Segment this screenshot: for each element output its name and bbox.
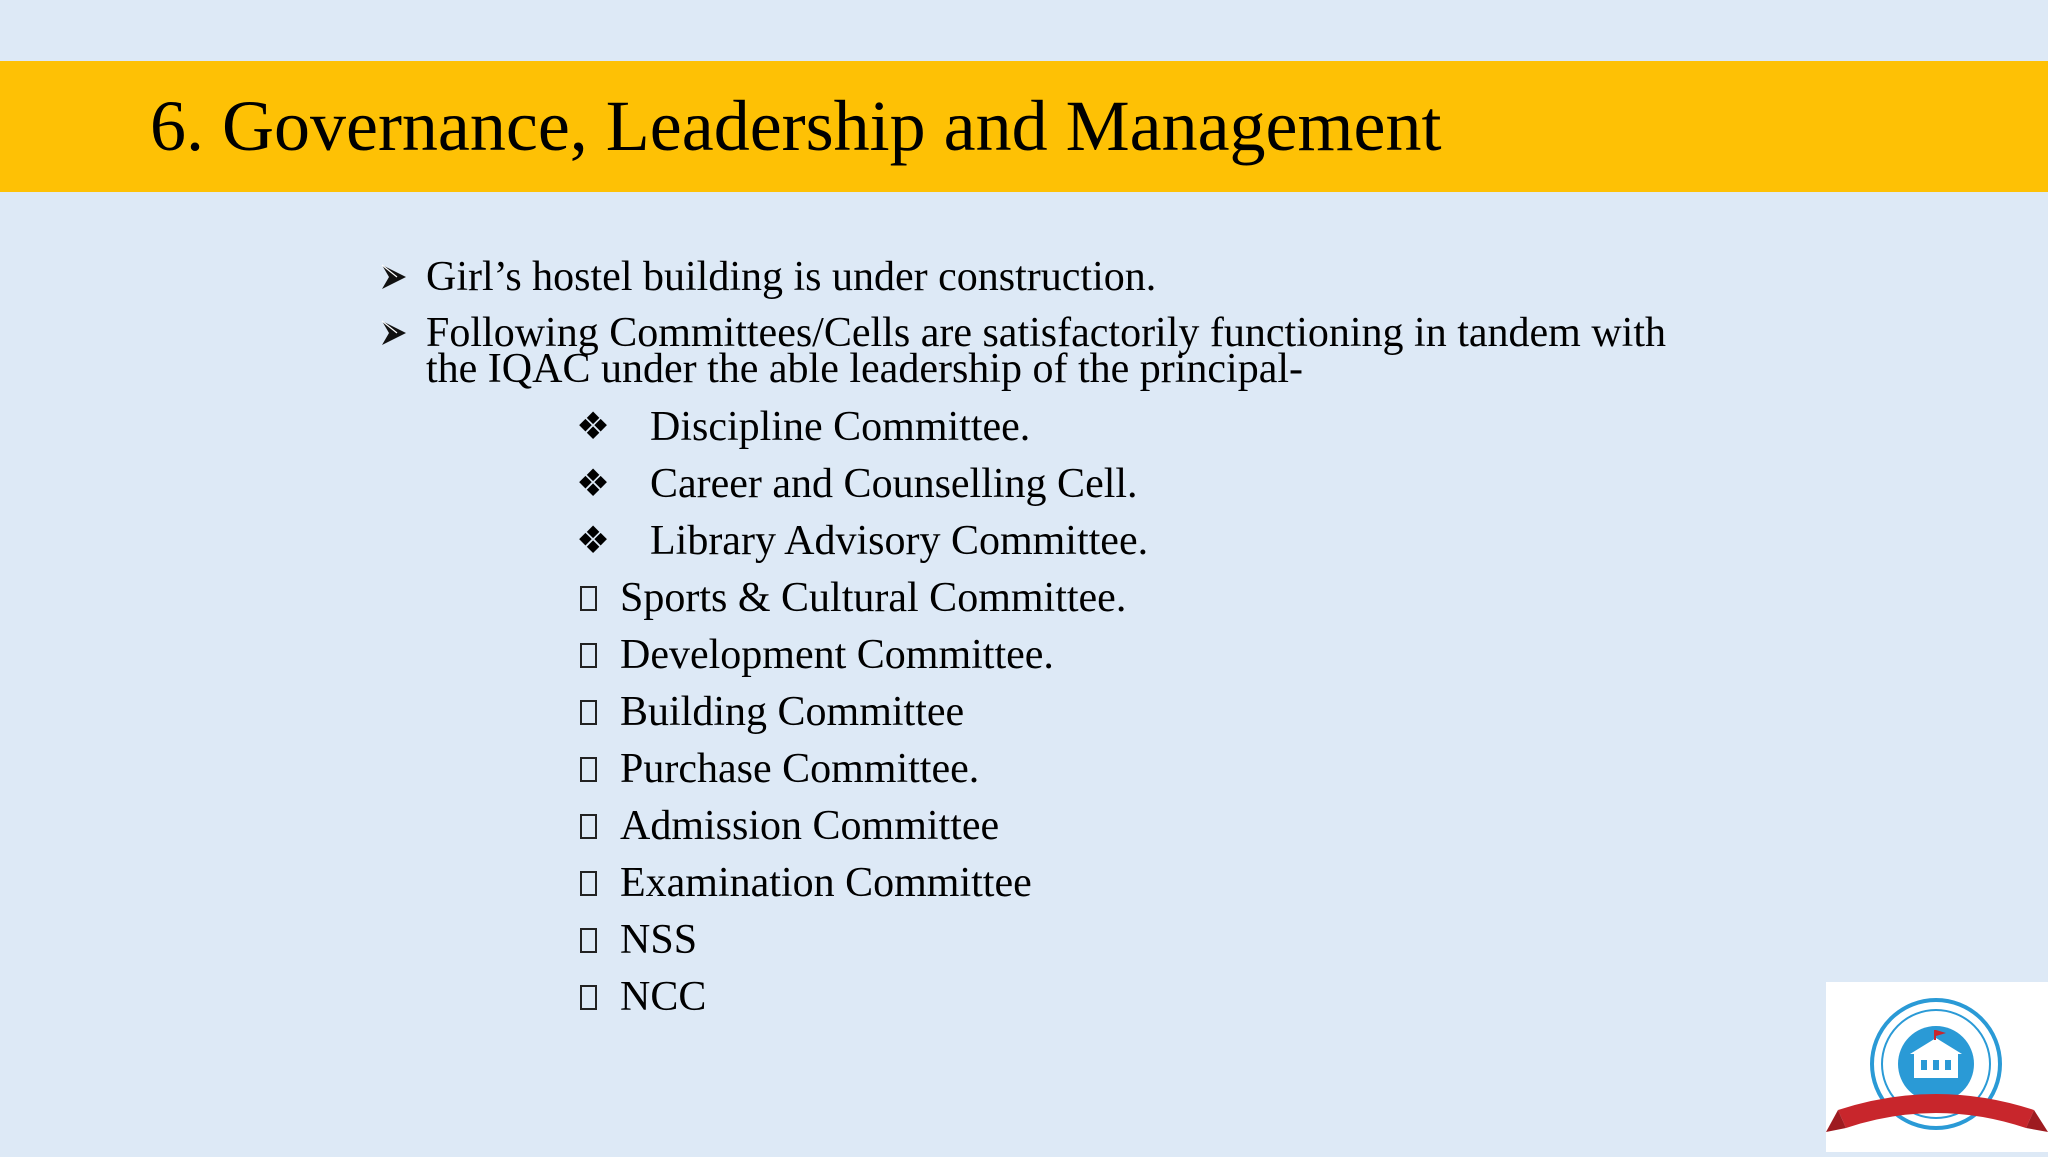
committee-label: Development Committee.: [620, 632, 1054, 678]
checkbox-placeholder-icon: [580, 928, 597, 953]
committee-label: Library Advisory Committee.: [650, 518, 1149, 564]
checkbox-placeholder-icon: [580, 871, 597, 896]
checkbox-placeholder-icon: [580, 586, 597, 611]
arrow-bullet-icon: [380, 318, 408, 348]
committee-label: Sports & Cultural Committee.: [620, 575, 1127, 621]
checkbox-placeholder-icon: [580, 757, 597, 782]
checkbox-placeholder-icon: [580, 814, 597, 839]
diamond-bullet-icon: ❖: [576, 463, 611, 505]
committee-label: NCC: [620, 974, 707, 1020]
committee-label: Admission Committee: [620, 803, 1000, 849]
college-logo: [1826, 982, 2048, 1152]
college-seal-logo: [1826, 982, 2048, 1152]
checkbox-placeholder-icon: [580, 643, 597, 668]
checkbox-placeholder-icon: [580, 700, 597, 725]
bullet-text-line-2: the IQAC under the able leadership of the principal-: [426, 346, 1304, 392]
checkbox-placeholder-icon: [580, 985, 597, 1010]
committee-label: Building Committee: [620, 689, 965, 735]
bullet-text: Girl’s hostel building is under construction.: [426, 254, 1157, 300]
diamond-bullet-icon: ❖: [576, 406, 611, 448]
committee-label: Career and Counselling Cell.: [650, 461, 1138, 507]
slide-title: 6. Governance, Leadership and Management: [150, 86, 1442, 166]
diamond-bullet-icon: ❖: [576, 520, 611, 562]
arrow-bullet-icon: [380, 262, 408, 292]
committee-label: Discipline Committee.: [650, 404, 1031, 450]
committee-label: Examination Committee: [620, 860, 1032, 906]
committee-label: Purchase Committee.: [620, 746, 980, 792]
bullet-text-line-1: Following Committees/Cells are satisfactorily functioning in tandem with: [426, 310, 1666, 356]
committee-label: NSS: [620, 917, 698, 963]
